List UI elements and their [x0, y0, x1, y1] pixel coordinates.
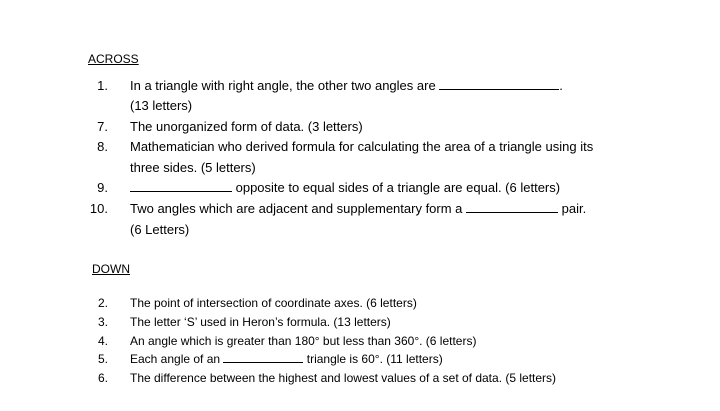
answer-blank: [130, 181, 232, 192]
clue-text: The point of intersection of coordinate axes. (6 letters): [130, 296, 417, 310]
clue-text: Two angles which are adjacent and supplementary form a pair.: [130, 201, 587, 216]
clue-text: Each angle of an triangle is 60°. (11 letters): [130, 352, 443, 366]
clue-number: 1.: [97, 78, 108, 93]
clue-text: The letter ‘S’ used in Heron’s formula. (13 letters): [130, 315, 391, 329]
clue-number: 6.: [97, 371, 108, 385]
clue-number: 4.: [97, 334, 108, 348]
clue-text: An angle which is greater than 180° but less than 360°. (6 letters): [130, 334, 477, 348]
down-heading: DOWN: [92, 262, 130, 276]
clue-text-line2: three sides. (5 letters): [130, 160, 256, 175]
clue-text: opposite to equal sides of a triangle are equal. (6 letters): [130, 180, 560, 195]
clue-text-line2: (6 Letters): [130, 222, 190, 237]
answer-blank: [439, 79, 559, 90]
clue-text: The unorganized form of data. (3 letters): [130, 119, 363, 134]
clue-number: 10.: [89, 201, 108, 216]
clue-number: 3.: [97, 315, 108, 329]
across-heading: ACROSS: [88, 52, 139, 66]
answer-blank: [223, 352, 303, 363]
answer-blank: [466, 202, 558, 213]
clue-text: Mathematician who derived formula for calculating the area of a triangle using its: [130, 139, 594, 154]
clue-number: 7.: [97, 119, 108, 134]
clue-text: In a triangle with right angle, the other two angles are .: [130, 78, 563, 93]
clue-text: The difference between the highest and lowest values of a set of data. (5 letters): [130, 371, 557, 385]
clue-number: 9.: [97, 180, 108, 195]
clue-number: 2.: [97, 296, 108, 310]
clue-number: 5.: [97, 352, 108, 366]
clue-text-line2: (13 letters): [130, 98, 193, 113]
clue-number: 8.: [97, 139, 108, 154]
